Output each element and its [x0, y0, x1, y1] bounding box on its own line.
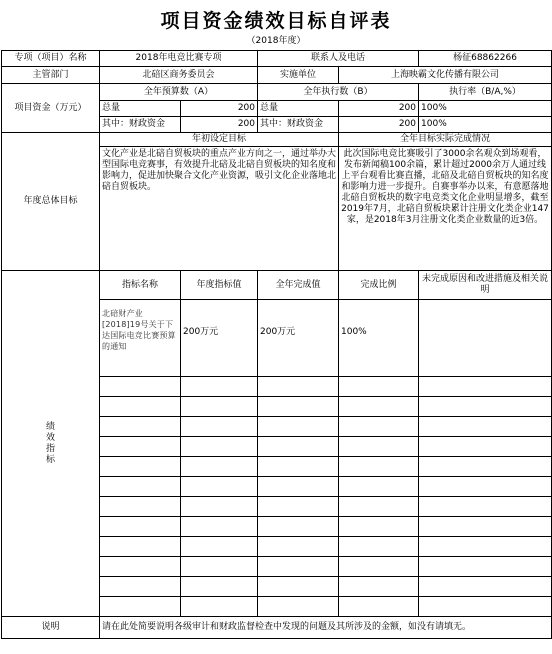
col-ratio: 完成比例	[339, 271, 419, 300]
indicator-done-1: 200万元	[258, 300, 339, 377]
fiscal-exec-value: 200	[339, 117, 419, 133]
total-budget-value: 200	[181, 101, 258, 117]
fiscal-budget-label: 其中：财政资金	[100, 117, 181, 133]
perf-indicator-label-text: 绩 效 指 标	[45, 421, 55, 465]
total-budget-label: 总量	[100, 101, 181, 117]
indicator-target-1: 200万元	[181, 300, 258, 377]
year-note: （2018年度）	[246, 36, 306, 46]
exec-header: 全年执行数（B）	[258, 84, 419, 101]
contact-value: 杨征68862266	[419, 51, 552, 67]
funds-label: 项目资金（万元）	[2, 84, 100, 133]
fiscal-exec-label: 其中：财政资金	[258, 117, 339, 133]
total-exec-value: 200	[339, 101, 419, 117]
indicator-reason-1	[419, 300, 552, 377]
contact-label: 联系人及电话	[258, 51, 419, 67]
initial-goal-header: 年初设定目标	[100, 133, 339, 147]
fiscal-budget-value: 200	[181, 117, 258, 133]
page-title: 项目资金绩效目标自评表	[160, 10, 392, 32]
col-indicator-name: 指标名称	[100, 271, 181, 300]
total-exec-label: 总量	[258, 101, 339, 117]
col-reason: 未完成原因和改进措施及相关说明	[419, 271, 552, 300]
initial-goal-text: 文化产业是北碚自贸板块的重点产业方向之一，通过举办大型国际电竞赛事，有效提升北碚及北碚自贸板块的知名度和影响力，促进加快聚合文化产业资源，吸引文化企业落地北碚自贸板块。	[100, 147, 339, 271]
note-label: 说明	[2, 617, 100, 639]
total-rate-value: 100%	[419, 101, 552, 117]
indicator-ratio-1: 100%	[339, 300, 419, 377]
perf-indicator-label	[2, 271, 100, 617]
col-annual-target: 年度指标值	[181, 271, 258, 300]
unit-label: 实施单位	[258, 67, 339, 84]
unit-value: 上海映霸文化传播有限公司	[339, 67, 552, 84]
actual-goal-header: 全年目标实际完成情况	[339, 133, 552, 147]
actual-goal-text: 此次国际电竞比赛吸引了3000余名观众到场观看，发布新闻稿100余篇，累计超过2000余万人通过线上平台观看比赛直播，北碚及北碚自贸板块的知名度和影响力进一步提升。自赛事举办以来，有意愿落地北碚自贸板块的数字电竞类文化企业明显增多，截至2019年7月，北碚自贸板块累计注册文化类企业147家，是2018年3月注册文化类企业数量的近3倍。	[339, 147, 552, 271]
dept-value: 北碚区商务委员会	[100, 67, 258, 84]
indicator-name-1: 北碚财产业[2018]19号关于下达国际电竞比赛预算的通知	[100, 300, 181, 377]
col-annual-done: 全年完成值	[258, 271, 339, 300]
project-name-label: 专项（项目）名称	[2, 51, 100, 67]
evaluation-table	[1, 50, 552, 639]
rate-header: 执行率（B/A,%）	[419, 84, 552, 101]
note-text: 请在此处简要说明各级审计和财政监督检查中发现的问题及其所涉及的金额，如没有请填无。	[100, 617, 552, 639]
budget-header: 全年预算数（A）	[100, 84, 258, 101]
fiscal-rate-value: 100%	[419, 117, 552, 133]
annual-goal-label: 年度总体目标	[2, 133, 100, 271]
project-name-value: 2018年电竞比赛专项	[100, 51, 258, 67]
dept-label: 主管部门	[2, 67, 100, 84]
